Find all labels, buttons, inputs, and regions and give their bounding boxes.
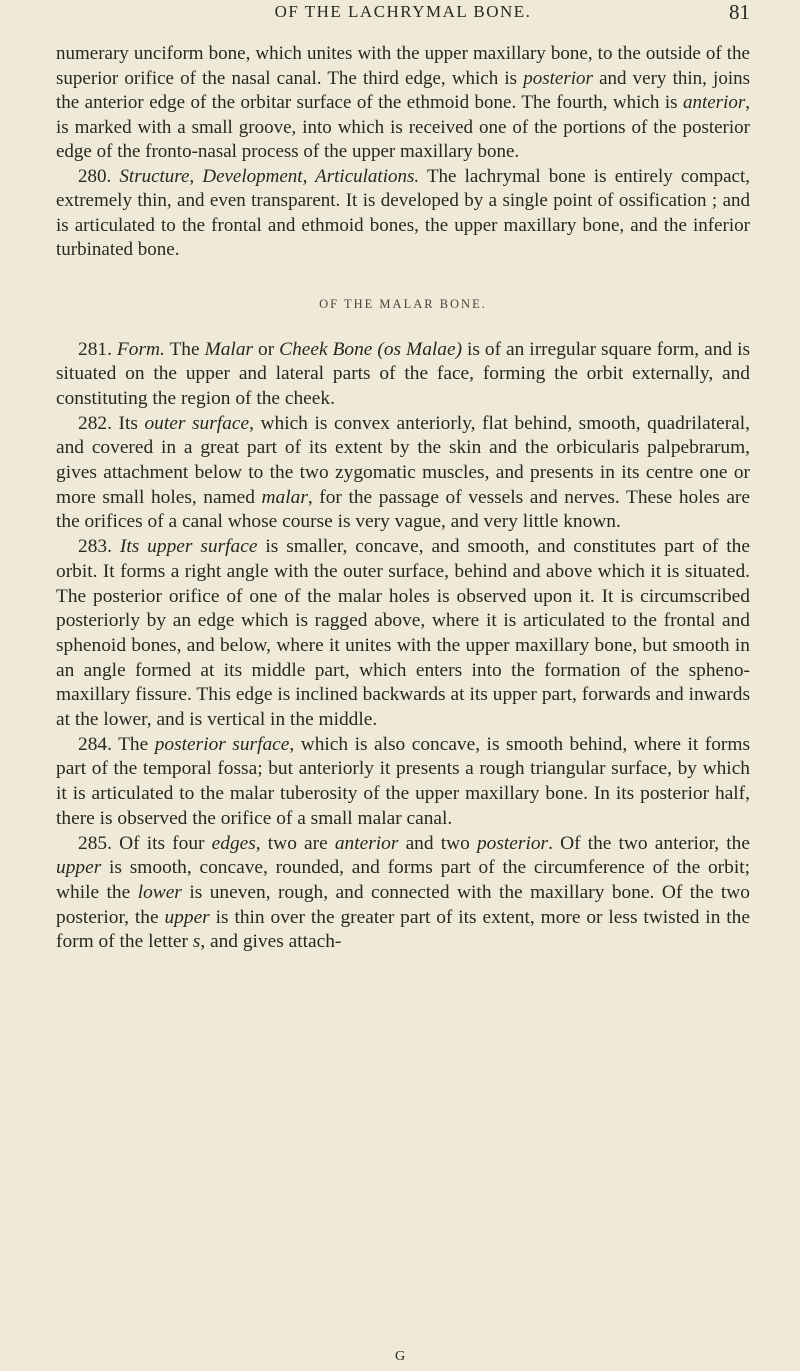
- text-run: , for the passage of vessels and nerves. These holes are the orifices of a canal whose course is very vague, and very little known.: [56, 486, 750, 533]
- section-lachrymal-bone: [56, 42, 750, 263]
- text-run: is smooth, concave, rounded, and forms part of the circumference of the orbit; while the: [56, 857, 750, 903]
- paragraph-number: 280.: [78, 165, 120, 187]
- italic-term: lower: [137, 881, 182, 903]
- paragraph-number: 284.: [78, 733, 119, 755]
- text-run: , two are: [255, 832, 335, 854]
- paragraph-283: [56, 535, 750, 733]
- italic-term: edges: [211, 832, 256, 854]
- italic-term: upper: [56, 857, 102, 879]
- text-run: The: [164, 338, 205, 360]
- italic-term: Form.: [116, 338, 165, 360]
- paragraph-285: [56, 832, 750, 956]
- signature-mark: G: [394, 1349, 406, 1364]
- paragraph-280: [56, 165, 750, 263]
- page-number: 81: [729, 0, 750, 24]
- italic-term: Cheek Bone (os Malae): [279, 338, 463, 360]
- body-text: [56, 42, 750, 955]
- text-run: is thin over the greater part of its extent, more or less twisted in the form of the letter: [56, 906, 750, 953]
- text-run: , which is also concave, is smooth behind, where it forms part of the temporal fossa; but anteriorly it presents a rough triangular surface, by which it is articulated to the malar tuberosity of the upper maxillary bone. In its posterior half, there is observed the orifice of a small malar canal.: [56, 733, 751, 829]
- text-run: , and gives attach-: [200, 931, 342, 953]
- italic-term: anterior: [682, 92, 746, 113]
- text-run: Its: [118, 412, 145, 434]
- italic-term: s: [192, 931, 201, 953]
- paragraph-number: 285.: [78, 832, 120, 854]
- italic-term: malar: [261, 486, 308, 508]
- section-malar-bone: [56, 297, 750, 956]
- italic-term: Its upper surface: [119, 536, 258, 558]
- italic-term: Structure, Development, Articulations.: [119, 165, 420, 187]
- paragraph-number: 281.: [78, 338, 117, 360]
- text-run: numerary unciform bone, which unites with the upper maxillary bone, to the outside of the superior orifice of the nasal canal. The third edge, which is: [56, 43, 750, 89]
- section-heading: OF THE MALAR BONE.: [319, 296, 487, 311]
- text-run: , which is convex anteriorly, flat behind, smooth, quadrilateral, and covered in a great part of its extent by the skin and the orbicularis palpebrarum, gives attachment below to the two zygomatic muscles, and presents in its centre one or more small holes, named: [56, 412, 750, 508]
- text-run: and very thin, joins the anterior edge of the orbitar surface of the ethmoid bone. The fourth, which is: [56, 67, 750, 113]
- paragraph-number: 283.: [78, 536, 120, 558]
- running-head: [56, 2, 750, 28]
- italic-term: upper: [164, 906, 210, 928]
- italic-term: Malar: [204, 338, 254, 360]
- italic-term: anterior: [334, 832, 399, 854]
- text-run: . Of the two anterior, the: [548, 832, 750, 854]
- text-run: is uneven, rough, and connected with the maxillary bone. Of the two posterior, the: [56, 881, 751, 928]
- paragraph-continued: [56, 42, 750, 165]
- italic-term: outer surface: [144, 412, 250, 434]
- italic-term: posterior: [523, 67, 593, 89]
- text-run: The: [118, 733, 155, 755]
- text-run: The lachrymal bone is entirely compact, extremely thin, and even transparent. It is developed by a single point of ossification ; and is articulated to the frontal and ethmoid bones, the upper maxillary bone, and the inferior turbinated bone.: [56, 165, 751, 260]
- text-run: Of its four: [119, 832, 212, 854]
- text-run: is of an irregular square form, and is situated on the upper and lateral parts of the face, forming the orbit externally, and constituting the region of the cheek.: [56, 338, 750, 409]
- text-run: or: [253, 338, 280, 360]
- italic-term: posterior surface: [154, 733, 290, 755]
- running-title: OF THE LACHRYMAL BONE.: [274, 2, 532, 21]
- italic-term: posterior: [476, 832, 549, 854]
- text-run: and two: [398, 832, 477, 854]
- text-run: , is marked with a small groove, into which is received one of the portions of the posterior edge of the fronto-nasal process of the upper maxillary bone.: [56, 92, 750, 162]
- paragraph-281: [56, 338, 750, 412]
- paragraph-284: [56, 733, 750, 832]
- paragraph-282: [56, 412, 750, 536]
- text-run: is smaller, concave, and smooth, and constitutes part of the orbit. It forms a right angle with the outer surface, behind and above which it is situated. The posterior orifice of one of the malar holes is observed upon it. It is circumscribed posteriorly by an edge which is ragged above, where it is articulated to the frontal and sphenoid bones, and below, where it unites with the upper maxillary bone, but smooth in an angle formed at its middle part, which enters into the formation of the spheno-maxillary fissure. This edge is inclined backwards at its upper part, forwards and inwards at the lower, and is vertical in the middle.: [56, 536, 750, 731]
- paragraph-number: 282.: [78, 412, 119, 434]
